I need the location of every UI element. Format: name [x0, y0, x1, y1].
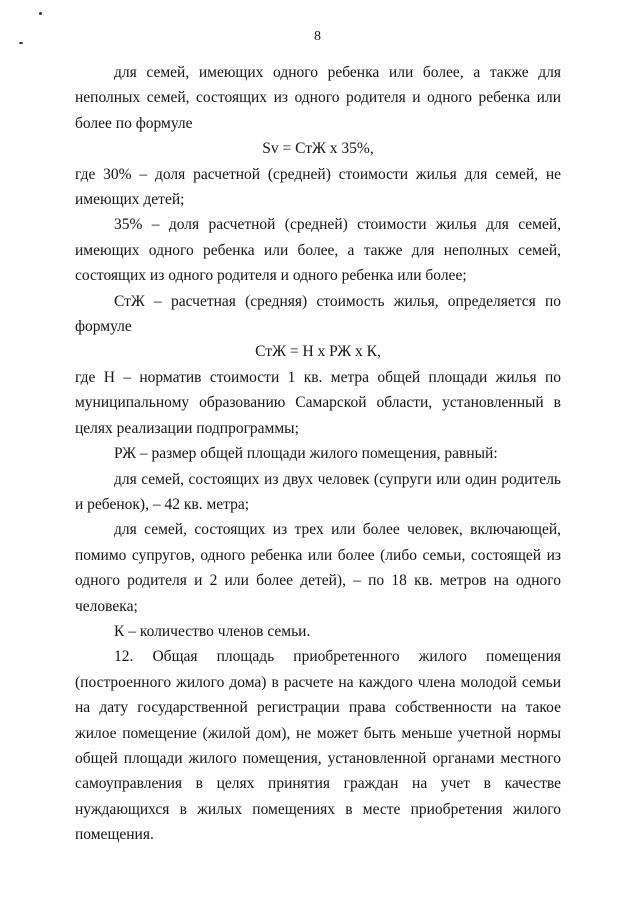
paragraph-k-definition: К – количество членов семьи.	[114, 622, 311, 640]
paragraph-three-plus-family: для семей, состоящих из трех или более человек, включающей, помимо супругов, одного ребенка или более (либо семьи, состоящей из одного родителя и 2 или более детей), – по 18 кв. метров на одного человека;	[75, 521, 561, 615]
paragraph-35-percent: 35% – доля расчетной (средней) стоимости жилья для семей, имеющих одного ребенка или более, а также для неполных семей, состоящих из одного родителя и одного ребенка или более;	[75, 216, 561, 285]
paragraph-n-definition: где Н – норматив стоимости 1 кв. метра общей площади жилья по муниципальному образованию Самарской области, установленный в целях реализации подпрограммы;	[75, 368, 561, 437]
page-number: 8	[314, 29, 321, 44]
paragraph-30-percent: где 30% – доля расчетной (средней) стоимости жилья для семей, не имеющих детей;	[75, 165, 561, 209]
scan-speck	[39, 12, 42, 15]
paragraph-12: 12. Общая площадь приобретенного жилого помещения (построенного жилого дома) в расчете на каждого члена молодой семьи на дату государственной регистрации права собственности на такое жилое помещение (жилой дом), не может быть меньше учетной нормы общей площади жилого помещения, установленной органами местного самоуправления в целях принятия граждан на учет в качестве нуждающихся в жилых помещениях в месте приобретения жилого помещения.	[75, 648, 561, 844]
formula-stzh: СтЖ = Н х РЖ х К,	[255, 343, 381, 361]
document-body	[75, 60, 561, 848]
paragraph-families-with-children: для семей, имеющих одного ребенка или более, а также для неполных семей, состоящих из одного родителя и одного ребенка или более по формуле	[75, 64, 561, 132]
paragraph-two-person-family: для семей, состоящих из двух человек (супруги или один родитель и ребенок), – 42 кв. метра;	[75, 470, 561, 513]
formula-sv: Sv = СтЖ х 35%,	[262, 140, 374, 158]
paragraph-stzh-definition: СтЖ – расчетная (средняя) стоимость жилья, определяется по формуле	[75, 292, 561, 336]
paragraph-rzh-definition: РЖ – размер общей площади жилого помещения, равный:	[114, 445, 498, 463]
